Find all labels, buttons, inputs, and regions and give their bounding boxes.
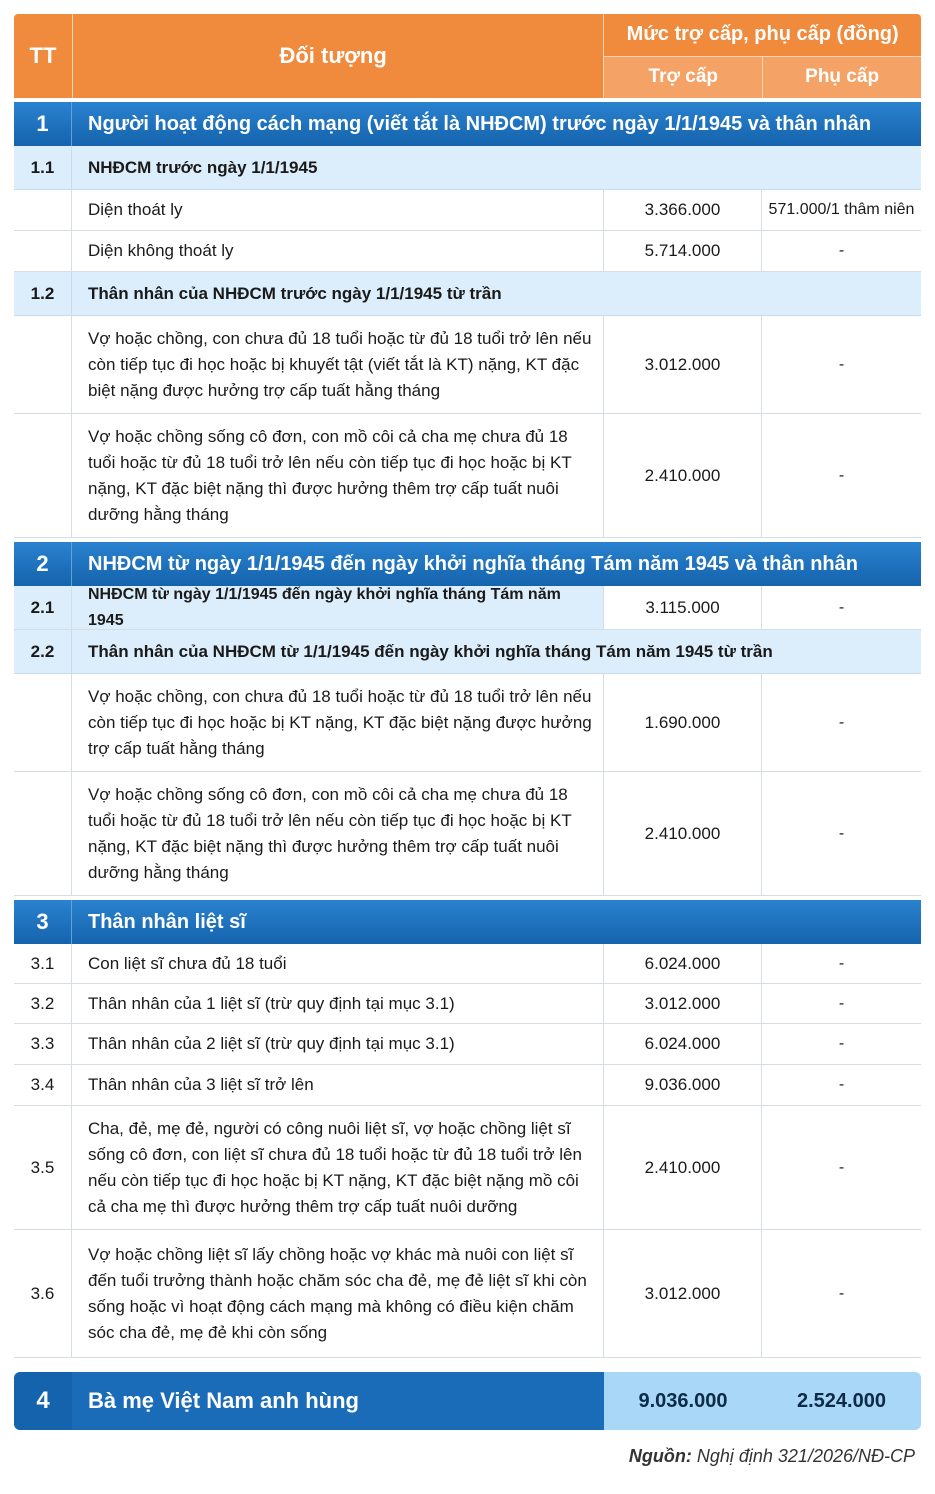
table-row (14, 414, 921, 538)
section-4 (14, 1372, 921, 1430)
header-doi-tuong: Đối tượng (72, 14, 603, 98)
row-tro-cap: 9.036.000 (604, 1065, 762, 1105)
header-phu-cap: Phụ cấp (762, 57, 921, 99)
row-label: Cha, đẻ, mẹ đẻ, người có công nuôi liệt sĩ, vợ hoặc chồng liệt sĩ sống cô đơn, con liệt sĩ chưa đủ 18 tuổi hoặc từ đủ 18 tuổi trở lên nếu còn tiếp tục đi học hoặc bị KT nặng, KT đặc biệt nặng mồ côi cả cha mẹ thì được hưởng thêm trợ cấp tuất nuôi dưỡng (72, 1106, 604, 1229)
section-3 (14, 900, 921, 944)
table-row (14, 1106, 921, 1230)
section-number: 2 (14, 542, 72, 586)
row-label: Vợ hoặc chồng sống cô đơn, con mồ côi cả cha mẹ chưa đủ 18 tuổi hoặc từ đủ 18 tuổi trở lên nếu còn tiếp tục đi học hoặc bị KT nặng, KT đặc biệt nặng thì được hưởng thêm trợ cấp tuất nuôi dưỡng hằng tháng (72, 772, 604, 895)
row-phu-cap: - (838, 954, 845, 972)
subsection-number: 1.2 (14, 272, 72, 315)
row-number: 3.2 (14, 984, 72, 1023)
row-tro-cap: 2.410.000 (604, 1106, 762, 1229)
row-number: 3.4 (14, 1065, 72, 1105)
subsection-title: Thân nhân của NHĐCM trước ngày 1/1/1945 từ trần (88, 283, 502, 303)
row-tro-cap: 6.024.000 (604, 1024, 762, 1064)
section-number: 1 (14, 102, 72, 146)
table-row (14, 984, 921, 1024)
row-label: Thân nhân của 2 liệt sĩ (trừ quy định tại mục 3.1) (72, 1024, 604, 1064)
table-row (14, 1065, 921, 1106)
row-number: 3.6 (14, 1230, 72, 1357)
row-number: 3.1 (14, 944, 72, 983)
section-number: 3 (14, 900, 72, 944)
row-phu-cap: - (838, 1284, 845, 1302)
source-label: Nguồn: (628, 1446, 692, 1466)
row-label: Con liệt sĩ chưa đủ 18 tuổi (72, 944, 604, 983)
row-tro-cap: 3.366.000 (604, 190, 762, 230)
subsection-1-2 (14, 272, 921, 316)
row-phu-cap: - (838, 713, 845, 731)
source-text: Nghị định 321/2026/NĐ-CP (696, 1446, 915, 1466)
header-muc: Mức trợ cấp, phụ cấp (đồng) (604, 14, 921, 57)
row-label: Vợ hoặc chồng liệt sĩ lấy chồng hoặc vợ khác mà nuôi con liệt sĩ đến tuổi trưởng thành hoặc chăm sóc cha đẻ, mẹ đẻ liệt sĩ khi còn sống hoặc vì hoạt động cách mạng mà không có điều kiện chăm sóc cha đẻ, mẹ đẻ khi còn sống (72, 1230, 604, 1357)
subsection-1-1 (14, 146, 921, 190)
row-phu-cap: - (838, 355, 845, 373)
section-title: NHĐCM từ ngày 1/1/1945 đến ngày khởi nghĩa tháng Tám năm 1945 và thân nhân (88, 552, 858, 575)
section-title: Người hoạt động cách mạng (viết tắt là NHĐCM) trước ngày 1/1/1945 và thân nhân (88, 112, 872, 135)
table-row (14, 1024, 921, 1065)
row-tro-cap: 3.012.000 (604, 316, 762, 413)
row-label: Vợ hoặc chồng sống cô đơn, con mồ côi cả cha mẹ chưa đủ 18 tuổi hoặc từ đủ 18 tuổi trở lên nếu còn tiếp tục đi học hoặc bị KT nặng, KT đặc biệt nặng thì được hưởng thêm trợ cấp tuất nuôi dưỡng hằng tháng (72, 414, 604, 537)
row-phu-cap: 571.000/1 thâm niên (768, 201, 915, 218)
table-row-2-1 (14, 586, 921, 630)
row-tro-cap: 2.410.000 (604, 414, 762, 537)
table-row (14, 944, 921, 984)
table-row (14, 190, 921, 231)
section-title: Thân nhân liệt sĩ (88, 910, 246, 933)
row-label: Diện không thoát ly (72, 231, 604, 271)
table-row (14, 231, 921, 272)
subsection-2-2 (14, 630, 921, 674)
row-label: Vợ hoặc chồng, con chưa đủ 18 tuổi hoặc từ đủ 18 tuổi trở lên nếu còn tiếp tục đi học hoặc bị KT nặng, KT đặc biệt nặng được hưởng trợ cấp tuất hằng tháng (72, 674, 604, 771)
row-phu-cap: 2.524.000 (762, 1372, 921, 1430)
section-2 (14, 542, 921, 586)
table-row (14, 674, 921, 772)
table-header (14, 14, 921, 98)
section-title: Bà mẹ Việt Nam anh hùng (72, 1372, 604, 1430)
subsection-title: NHĐCM trước ngày 1/1/1945 (88, 157, 318, 177)
subsection-number: 1.1 (14, 146, 72, 189)
row-tro-cap: 5.714.000 (604, 231, 762, 271)
row-number: 2.1 (14, 586, 72, 629)
row-phu-cap: - (838, 824, 845, 842)
source-note (629, 1446, 915, 1467)
row-tro-cap: 9.036.000 (604, 1372, 762, 1430)
row-tro-cap: 3.012.000 (604, 984, 762, 1023)
row-number: 3.5 (14, 1106, 72, 1229)
subsection-title: Thân nhân của NHĐCM từ 1/1/1945 đến ngày khởi nghĩa tháng Tám năm 1945 từ trần (88, 641, 773, 661)
section-1 (14, 102, 921, 146)
row-tro-cap: 6.024.000 (604, 944, 762, 983)
row-phu-cap: - (838, 1158, 845, 1176)
row-tro-cap: 2.410.000 (604, 772, 762, 895)
header-money-group (603, 14, 921, 98)
row-label: Thân nhân của 1 liệt sĩ (trừ quy định tại mục 3.1) (72, 984, 604, 1023)
row-label: Diện thoát ly (72, 190, 604, 230)
row-label: NHĐCM từ ngày 1/1/1945 đến ngày khởi nghĩa tháng Tám năm 1945 (72, 586, 604, 629)
table-row (14, 1230, 921, 1358)
row-label: Thân nhân của 3 liệt sĩ trở lên (72, 1065, 604, 1105)
row-phu-cap: - (838, 242, 845, 259)
row-tro-cap: 3.012.000 (604, 1230, 762, 1357)
header-tro-cap: Trợ cấp (648, 66, 719, 88)
row-phu-cap: - (838, 1076, 845, 1093)
header-tt: TT (29, 43, 57, 68)
subsection-number: 2.2 (14, 630, 72, 673)
row-phu-cap: - (762, 586, 921, 629)
row-tro-cap: 1.690.000 (604, 674, 762, 771)
row-number: 3.3 (14, 1024, 72, 1064)
row-phu-cap: - (838, 994, 845, 1012)
row-tro-cap: 3.115.000 (604, 586, 762, 629)
table-row (14, 772, 921, 896)
row-label: Vợ hoặc chồng, con chưa đủ 18 tuổi hoặc từ đủ 18 tuổi trở lên nếu còn tiếp tục đi học hoặc bị khuyết tật (viết tắt là KT) nặng, KT đặc biệt nặng được hưởng trợ cấp tuất hằng tháng (72, 316, 604, 413)
row-phu-cap: - (838, 466, 845, 484)
table-row (14, 316, 921, 414)
row-phu-cap: - (838, 1035, 845, 1052)
benefits-table (14, 14, 921, 1430)
section-number: 4 (14, 1372, 72, 1430)
